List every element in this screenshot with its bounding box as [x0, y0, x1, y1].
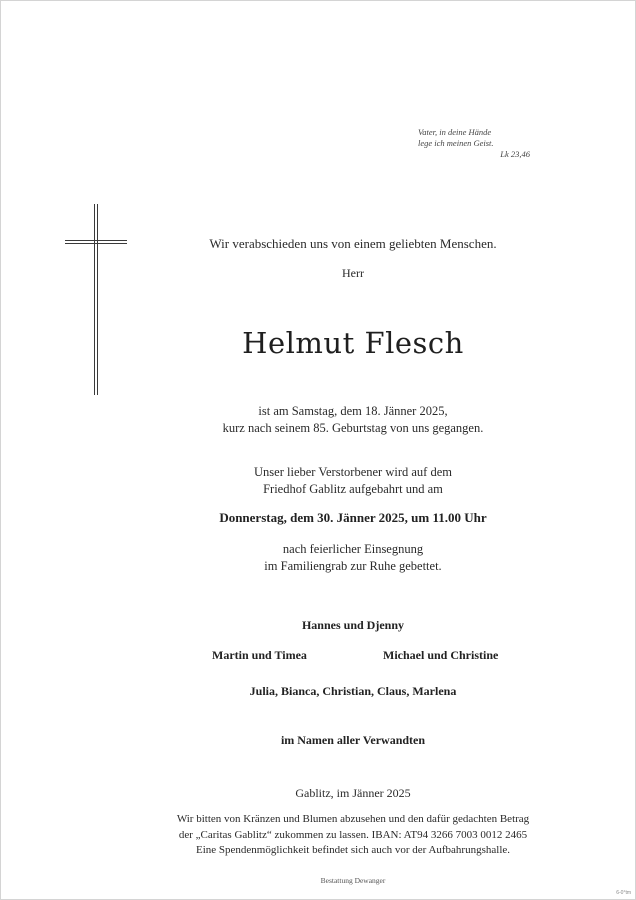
donation-note: [160, 812, 546, 859]
mourner-family-3: Michael und Christine: [383, 648, 499, 662]
mourner-family-1: Hannes und Djenny: [301, 618, 405, 632]
donation-line-3: Eine Spendenmöglichkeit befindet sich auch vor der Aufbahrungshalle.: [195, 844, 511, 856]
undertaker-name: Bestattung Dewanger: [320, 876, 386, 885]
mourner-relatives: im Namen aller Verwandten: [280, 733, 426, 747]
quote-line-2: lege ich meinen Geist.: [418, 138, 494, 148]
burial-line-1: nach feierlicher Einsegnung: [282, 542, 424, 556]
donation-line-2: der „Caritas Gablitz“ zukommen zu lassen. IBAN: AT94 3266 7003 0012 2465: [178, 828, 528, 841]
death-line-1: ist am Samstag, dem 18. Jänner 2025,: [258, 404, 448, 418]
burial-info: [160, 541, 546, 575]
deceased-name: Helmut Flesch: [242, 326, 464, 360]
intro-text: Wir verabschieden uns von einem geliebten Menschen.: [209, 236, 497, 251]
place-date: Gablitz, im Jänner 2025: [295, 786, 411, 800]
mourner-grandchildren: Julia, Bianca, Christian, Claus, Marlena: [249, 684, 457, 698]
funeral-line-2: Friedhof Gablitz aufgebahrt und am: [263, 482, 443, 496]
burial-line-2: im Familiengrab zur Ruhe gebettet.: [264, 559, 442, 573]
funeral-line-1: Unser lieber Verstorbener wird auf dem: [254, 465, 452, 479]
funeral-info: [160, 464, 546, 498]
death-announcement: [160, 403, 546, 437]
death-line-2: kurz nach seinem 85. Geburtstag von uns gegangen.: [222, 421, 484, 435]
quote-line-1: Vater, in deine Hände: [418, 127, 492, 137]
donation-line-1: Wir bitten von Kränzen und Blumen abzusehen und den dafür gedachten Betrag: [176, 813, 530, 825]
funeral-date: Donnerstag, dem 30. Jänner 2025, um 11.00 Uhr: [219, 510, 487, 525]
honorific: Herr: [342, 266, 364, 280]
bible-quote: [418, 127, 530, 160]
quote-reference: Lk 23,46: [500, 149, 530, 159]
mourner-family-2: Martin und Timea: [212, 648, 307, 662]
print-code: 6-0°tm: [616, 890, 631, 896]
